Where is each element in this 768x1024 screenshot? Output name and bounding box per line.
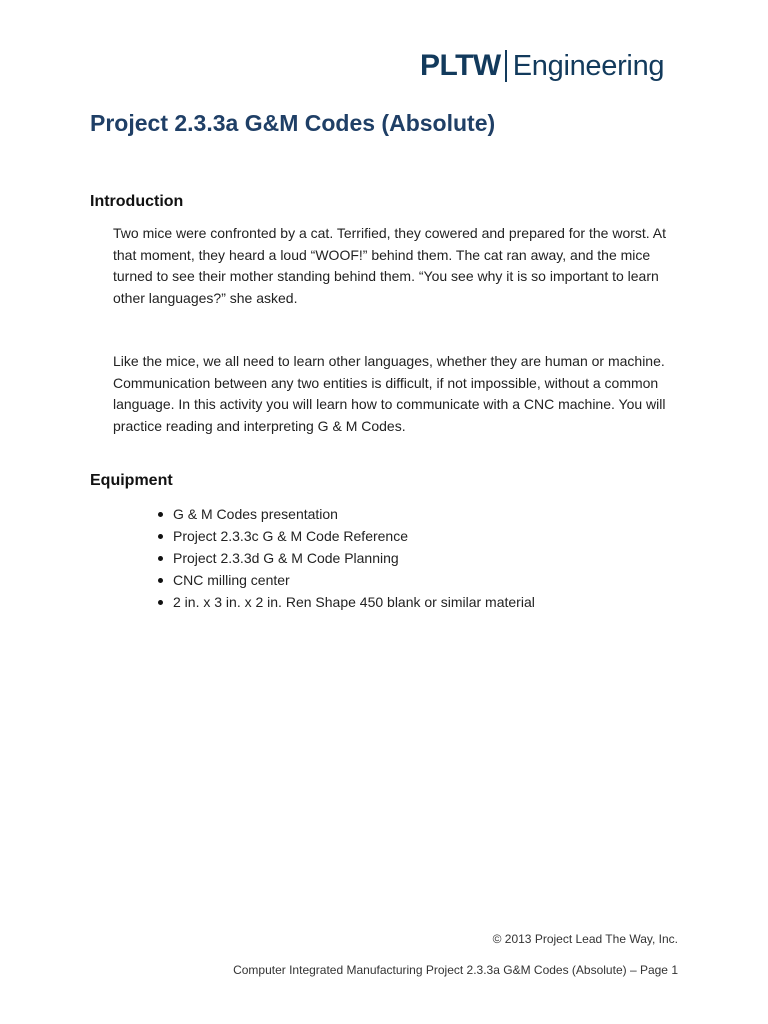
list-item [155, 591, 535, 613]
bullet-icon [158, 578, 163, 583]
equipment-list [155, 503, 535, 613]
equipment-item-label: CNC milling center [173, 572, 290, 588]
equipment-item-label: Project 2.3.3c G & M Code Reference [173, 528, 408, 544]
list-item [155, 503, 535, 525]
equipment-heading: Equipment [90, 472, 173, 489]
equipment-item-label: 2 in. x 3 in. x 2 in. Ren Shape 450 blank or similar material [173, 594, 535, 610]
page-footer: Computer Integrated Manufacturing Project 2.3.3a G&M Codes (Absolute) – Page 1 [233, 963, 678, 977]
list-item [155, 569, 535, 591]
logo-mark: PLTW [420, 49, 501, 82]
bullet-icon [158, 600, 163, 605]
document-title: Project 2.3.3a G&M Codes (Absolute) [90, 110, 496, 136]
pltw-engineering-logo [420, 44, 664, 88]
bullet-icon [158, 512, 163, 517]
equipment-item-label: G & M Codes presentation [173, 506, 338, 522]
logo-divider [505, 50, 507, 82]
copyright-notice: © 2013 Project Lead The Way, Inc. [492, 932, 678, 946]
introduction-heading: Introduction [90, 193, 184, 210]
bullet-icon [158, 556, 163, 561]
introduction-paragraph-1: Two mice were confronted by a cat. Terrified, they cowered and prepared for the worst. At that moment, they heard a loud “WOOF!” behind them. The cat ran away, and the mice turned to see their mother standing behind them. “You see why it is so important to learn other languages?” she asked. [113, 225, 667, 306]
equipment-item-label: Project 2.3.3d G & M Code Planning [173, 550, 399, 566]
logo-text: Engineering [512, 49, 665, 82]
list-item [155, 525, 535, 547]
bullet-icon [158, 534, 163, 539]
list-item [155, 547, 535, 569]
introduction-paragraph-2: Like the mice, we all need to learn other languages, whether they are human or machine. Communication between any two entities is difficult, if not impossible, without a common language. In this activity you will learn how to communicate with a CNC machine. You will practice reading and interpreting G & M Codes. [113, 353, 666, 434]
